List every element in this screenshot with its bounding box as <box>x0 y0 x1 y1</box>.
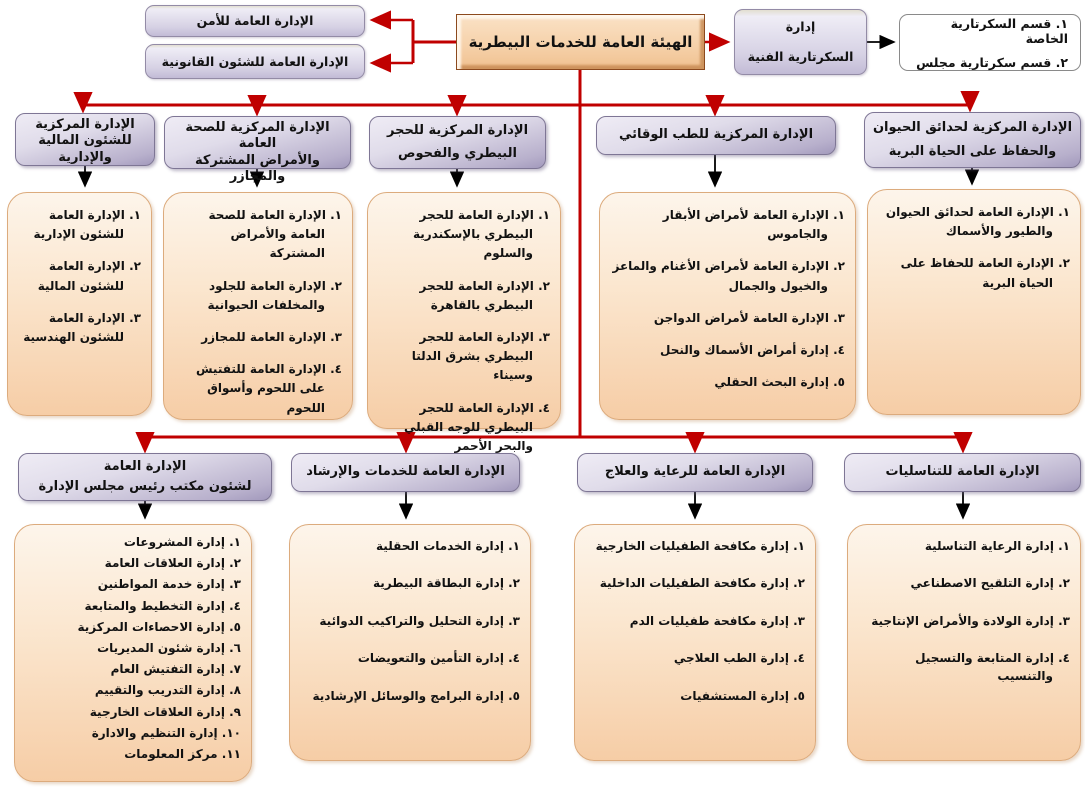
legal-affairs-box <box>145 44 365 79</box>
general-admin-header-reproduction <box>844 453 1081 492</box>
central-admin-list-quarantine <box>367 192 561 453</box>
header-line: السكرتارية الفنية <box>747 49 854 65</box>
list-item: ٤. إدارة التخطيط والمتابعة <box>84 598 241 613</box>
general-admin-header-chairman-office <box>18 453 272 501</box>
list-item: ٢. الإدارة العامة للشئون المالية <box>37 259 141 293</box>
list-item: ٨. إدارة التدريب والتقييم <box>94 683 241 698</box>
technical-secretariat-box <box>734 9 867 75</box>
list-item: ٥. إدارة البرامج والوسائل الإرشادية <box>312 688 520 703</box>
list-item: ١. إدارة مكافحة الطفيليات الخارجية <box>595 539 805 553</box>
list-item: ١. الإدارة العامة للحجر البيطري بالإسكندرية والسلوم <box>413 208 550 261</box>
list-item: ٥. إدارة الاحصاءات المركزية <box>77 619 241 634</box>
list-item: ٢. إدارة مكافحة الطفيليات الداخلية <box>599 576 805 591</box>
list-item: ٥. إدارة البحث الحقلي <box>714 375 845 390</box>
list-item: ٣. إدارة مكافحة طفيليات الدم <box>629 613 805 628</box>
list-item: ٢. إدارة العلاقات العامة <box>104 556 241 571</box>
list-item: ٧. إدارة التفتيش العام <box>110 662 241 677</box>
root-authority-box <box>456 14 705 70</box>
general-admin-list-services-extension <box>289 524 531 761</box>
list-item: ٣. الإدارة العامة للمجازر <box>201 329 342 344</box>
list-item: ٢. الإدارة العامة للحفاظ على الحياة البرية <box>900 256 1070 290</box>
central-admin-header-finance <box>15 113 155 166</box>
list-item: ٢. الإدارة العامة للجلود والمخلفات الحيوانية <box>207 278 342 312</box>
list-item: ٢. الإدارة العامة للحجر البيطري بالقاهرة <box>419 278 550 312</box>
header-line: الإدارة العامة للرعاية والعلاج <box>604 464 786 480</box>
list-item: ١٠. إدارة التنظيم والادارة <box>91 725 241 740</box>
central-admin-list-preventive-medicine <box>599 192 856 420</box>
header-line: الإدارة المركزية <box>35 117 135 132</box>
list-item: ٤. إدارة أمراض الأسماك والنحل <box>660 342 845 357</box>
list-item: ٤. إدارة المتابعة والتسجيل والتنسيب <box>915 651 1070 683</box>
list-item: ١١. مركز المعلومات <box>124 746 241 761</box>
list-item: ٢. إدارة التلقيح الاصطناعي <box>910 576 1070 591</box>
list-item: ١. الإدارة العامة لحدائق الحيوان والطيور والأسماك <box>885 205 1070 239</box>
general-admin-list-reproduction <box>847 524 1081 761</box>
secretariat-sections-box <box>899 14 1081 71</box>
page-title: الهيئة العامة للخدمات البيطرية <box>468 33 693 51</box>
header-line: والأمراض المشتركة والمجازر <box>195 152 320 184</box>
list-item: ٦. إدارة شئون المديريات <box>97 640 241 655</box>
central-admin-header-quarantine <box>369 116 546 169</box>
list-item: ١. الإدارة العامة لأمراض الأبقار والجاموس <box>662 208 845 242</box>
general-admin-header-services-extension <box>291 453 520 492</box>
list-item: ٢. الإدارة العامة لأمراض الأغنام والماعز والخيول والجمال <box>612 259 845 293</box>
central-admin-header-zoos-wildlife <box>864 112 1081 168</box>
central-admin-header-preventive-medicine <box>596 116 836 155</box>
list-item: ٩. إدارة العلاقات الخارجية <box>89 704 241 719</box>
list-item: ١. الإدارة العامة للشئون الإدارية <box>33 208 141 242</box>
header-line: الإدارة العامة <box>103 458 187 474</box>
header-line: إدارة <box>785 19 816 35</box>
header-line: والحفاظ على الحياة البرية <box>888 143 1057 159</box>
list-item: ٤. الإدارة العامة للحجر البيطري للوجه القبلي والبحر الأحمر <box>404 400 550 453</box>
section-item: ٢. قسم سكرتارية مجلس <box>916 54 1068 70</box>
box-label: الإدارة العامة للشئون القانونية <box>161 53 349 69</box>
central-admin-header-public-health <box>164 116 351 184</box>
header-line: الإدارة العامة للخدمات والإرشاد <box>306 464 505 480</box>
header-line: الإدارة المركزية للطب الوقائي <box>618 127 814 143</box>
list-item: ٤. الإدارة العامة للتفتيش على اللحوم وأسواق اللحوم <box>195 362 342 415</box>
list-item: ٣. إدارة التحليل والتراكيب الدوائية <box>319 613 520 628</box>
list-item: ٣. إدارة الولادة والأمراض الإنتاجية <box>871 613 1070 628</box>
list-item: ٣. الإدارة العامة للشئون الهندسية <box>23 310 141 344</box>
list-item: ١. إدارة الخدمات الحقلية <box>376 539 520 553</box>
header-line: لشئون مكتب رئيس مجلس الإدارة <box>38 478 252 494</box>
general-admin-list-chairman-office <box>14 524 252 782</box>
box-label: الإدارة العامة للأمن <box>196 13 314 29</box>
central-admin-list-finance <box>7 192 152 416</box>
header-line: الإدارة المركزية للحجر <box>386 123 529 139</box>
header-line: البيطري والفحوص <box>398 145 517 161</box>
list-item: ٣. الإدارة العامة للحجر البيطري بشرق الدلتا وسيناء <box>411 329 550 383</box>
list-item: ١. إدارة المشروعات <box>123 535 241 549</box>
security-admin-box <box>145 5 365 37</box>
list-item: ٣. إدارة خدمة المواطنين <box>97 577 241 592</box>
central-admin-list-public-health <box>163 192 353 420</box>
general-admin-list-care-treatment <box>574 524 816 761</box>
list-item: ٢. إدارة البطاقة البيطرية <box>373 576 520 591</box>
list-item: ١. الإدارة العامة للصحة العامة والأمراض المشتركة <box>208 208 342 261</box>
header-line: الإدارة المركزية للصحة العامة <box>185 120 330 152</box>
header-line: الإدارة العامة للتناسليات <box>885 464 1040 480</box>
general-admin-header-care-treatment <box>577 453 813 492</box>
section-item: ١. قسم السكرتارية الخاصة <box>950 15 1068 46</box>
list-item: ٤. إدارة الطب العلاجي <box>673 651 805 666</box>
header-line: للشئون المالية والإدارية <box>38 133 132 165</box>
central-admin-list-zoos-wildlife <box>867 189 1081 415</box>
header-line: الإدارة المركزية لحدائق الحيوان <box>872 119 1073 135</box>
list-item: ١. إدارة الرعاية التناسلية <box>924 539 1070 553</box>
list-item: ٣. الإدارة العامة لأمراض الدواجن <box>653 310 845 325</box>
list-item: ٤. إدارة التأمين والتعويضات <box>357 651 520 666</box>
list-item: ٥. إدارة المستشفيات <box>680 688 805 703</box>
